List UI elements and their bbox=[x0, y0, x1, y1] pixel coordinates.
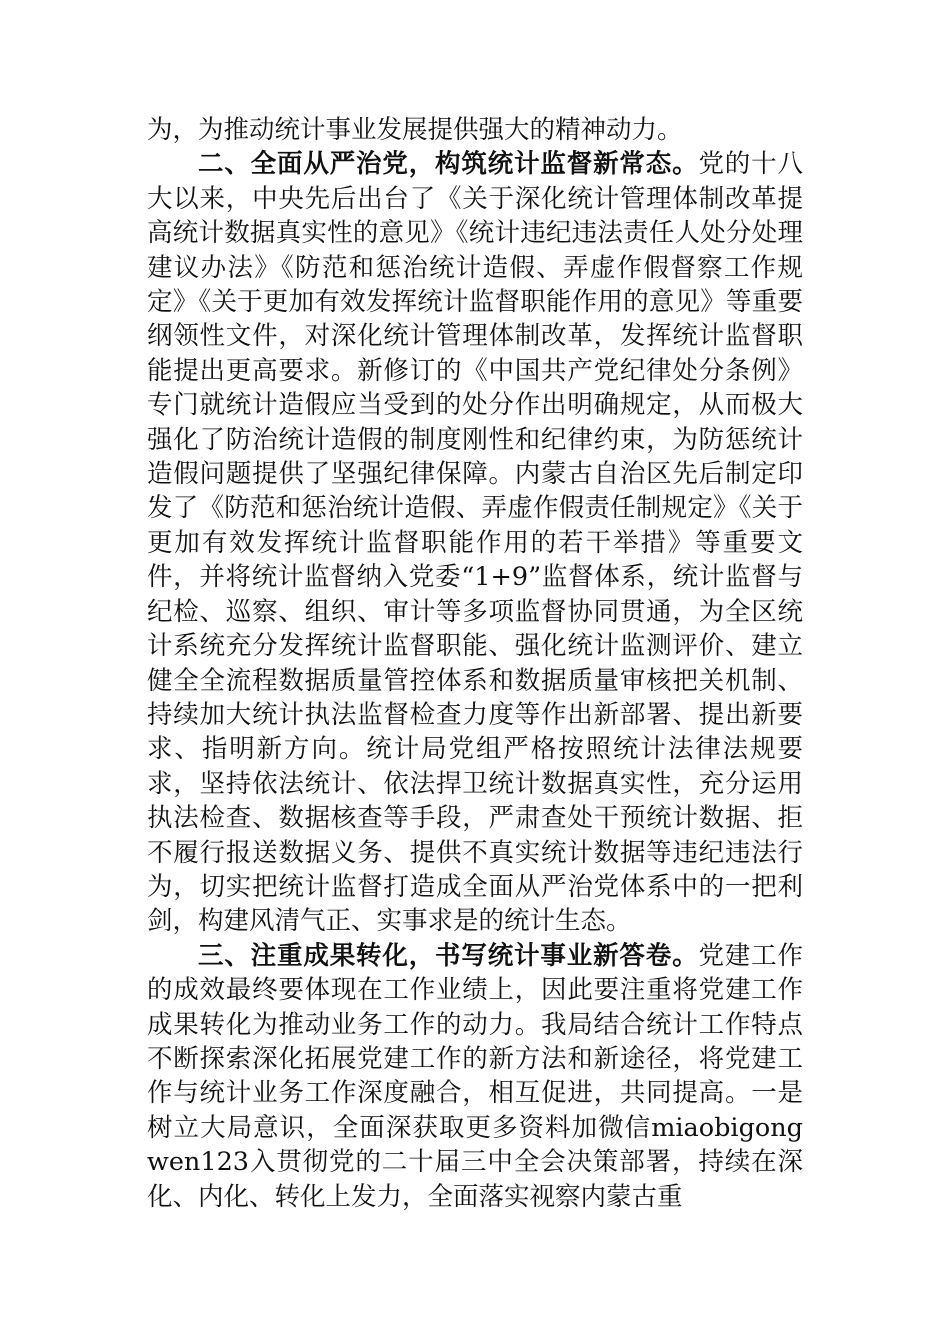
section-3-heading: 三、注重成果转化，书写统计事业新答卷。 bbox=[198, 940, 699, 971]
paragraph-section-3 bbox=[147, 939, 803, 1214]
section-2-body: 党的十八大以来，中央先后出台了《关于深化统计管理体制改革提高统计数据真实性的意见》《统计违纪违法责任人处分处理建议办法》《防范和惩治统计造假、弄虚作假督察工作规定》《关于更加有效发挥统计监督职能作用的意见》等重要纲领性文件，对深化统计管理体制改革，发挥统计监督职能提出更高要求。新修订的《中国共产党纪律处分条例》专门就统计造假应当受到的处分作出明确规定，从而极大强化了防治统计造假的制度刚性和纪律约束，为防惩统计造假问题提供了坚强纪律保障。内蒙古自治区先后制定印发了《防范和惩治统计造假、弄虚作假责任制规定》《关于更加有效发挥统计监督职能作用的若干举措》等重要文件，并将统计监督纳入党委“1+9”监督体系，统计监督与纪检、巡察、组织、审计等多项监督协同贯通，为全区统计系统充分发挥统计监督职能、强化统计监测评价、建立健全全流程数据质量管控体系和数据质量审核把关机制、持续加大统计执法监督检查力度等作出新部署、提出新要求、指明新方向。统计局党组严格按照统计法律法规要求，坚持依法统计、依法捍卫统计数据真实性，充分运用执法检查、数据核查等手段，严肃查处干预统计数据、拒不履行报送数据义务、提供不真实统计数据等违纪违法行为，切实把统计监督打造成全面从严治党体系中的一把利剑，构建风清气正、实事求是的统计生态。 bbox=[147, 149, 803, 937]
document-page bbox=[147, 113, 803, 1214]
section-3-body: 党建工作的成效最终要体现在工作业绩上，因此要注重将党建工作成果转化为推动业务工作的动力。我局结合统计工作特点不断探索深化拓展党建工作的新方法和新途径，将党建工作与统计业务工作深度融合，相互促进，共同提高。一是树立大局意识，全面深获取更多资料加微信miaobigongwen123入贯彻党的二十届三中全会决策部署，持续在深化、内化、转化上发力，全面落实视察内蒙古重 bbox=[147, 940, 803, 1212]
section-2-heading: 二、全面从严治党，构筑统计监督新常态。 bbox=[198, 149, 699, 180]
paragraph-section-2 bbox=[147, 147, 803, 938]
paragraph-continuation: 为，为推动统计事业发展提供强大的精神动力。 bbox=[147, 115, 683, 145]
